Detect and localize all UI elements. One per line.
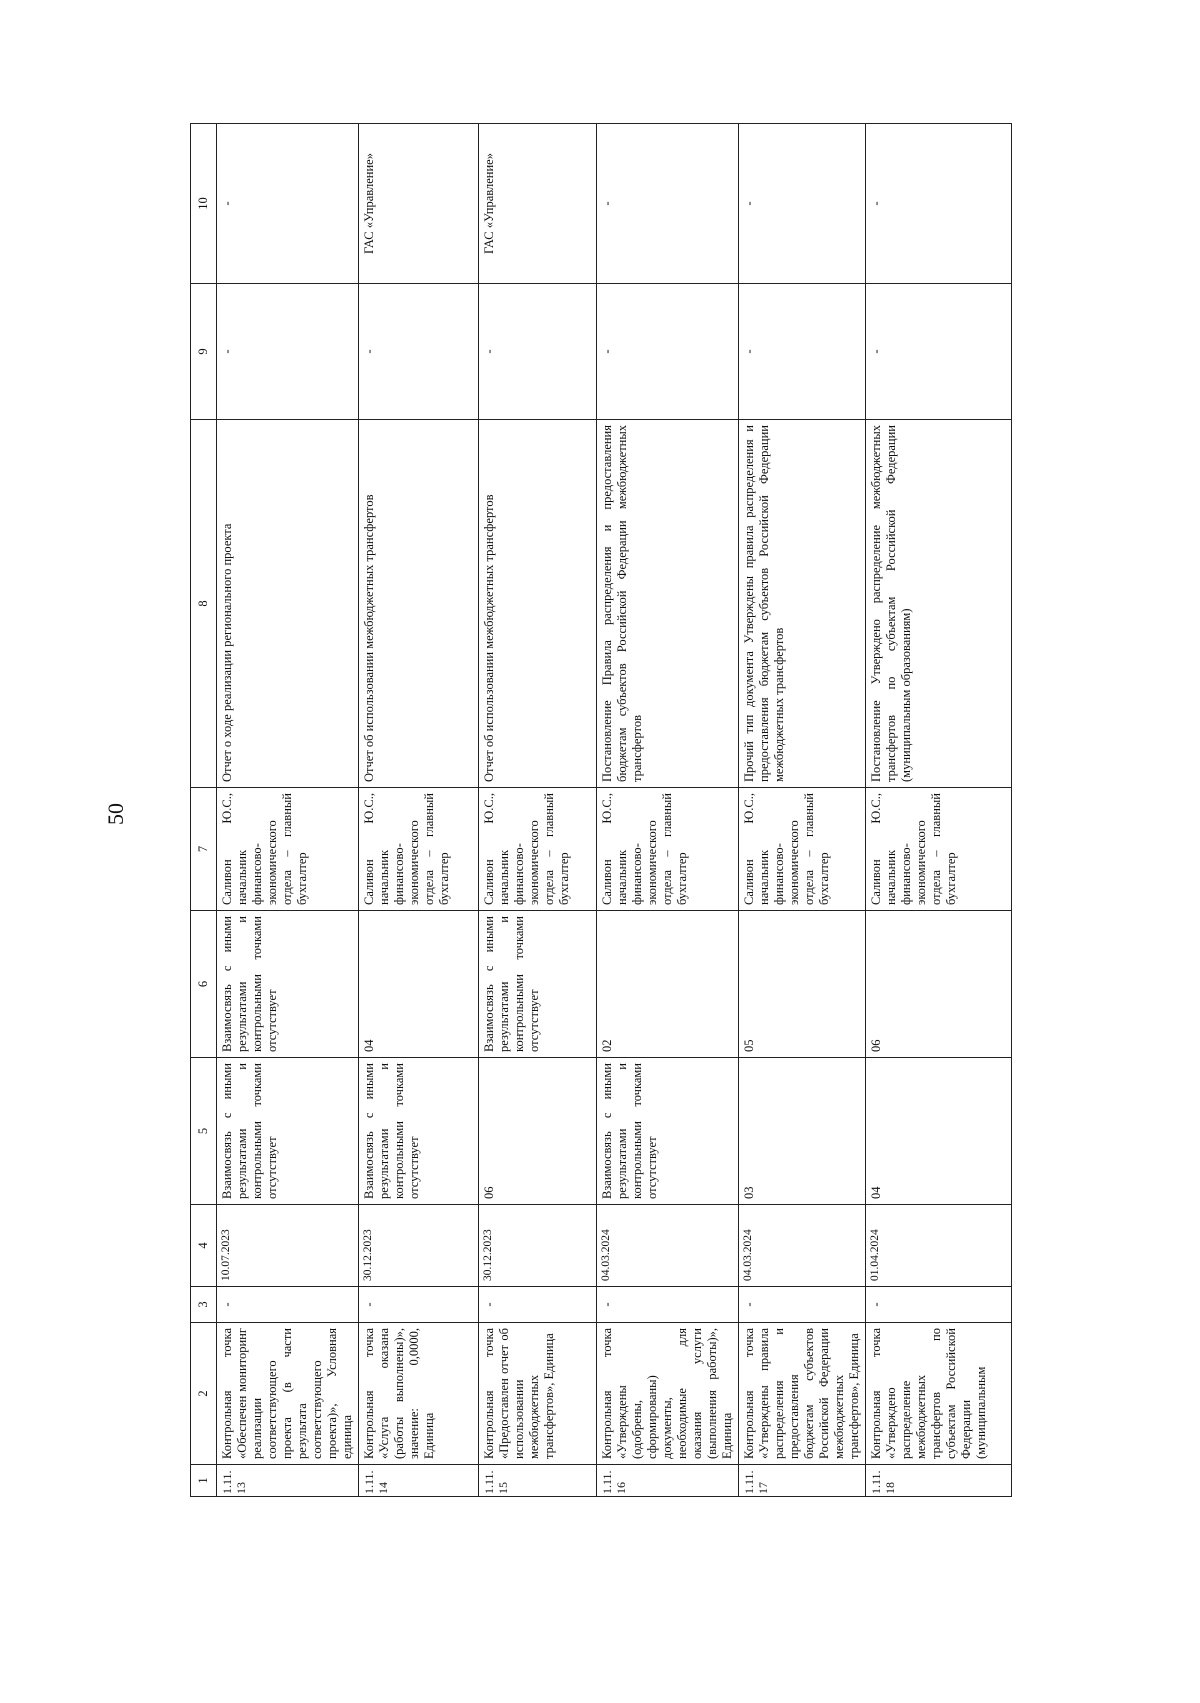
header-cell: 1 [191, 1465, 217, 1497]
row-number: 1.11.18 [866, 1465, 1012, 1497]
control-point-name: Контрольная точка «Обеспечен мониторинг реализации соответствующего проекта (в части результата соответствующего проекта)», Условная единица [217, 1323, 359, 1465]
row-number: 1.11.15 [479, 1465, 597, 1497]
table-cell: - [479, 1287, 597, 1323]
table-cell: 04 [866, 1058, 1012, 1205]
header-cell: 7 [191, 788, 217, 911]
row-number: 1.11.17 [739, 1465, 866, 1497]
header-cell: 2 [191, 1323, 217, 1465]
info-system: - [597, 124, 739, 284]
control-point-name: Контрольная точка «Утверждено распределение межбюджетных трансфертов по субъектам Российской Федерации (муниципальным [866, 1323, 1012, 1465]
info-system: ГАС «Управление» [359, 124, 479, 284]
table-cell: - [479, 284, 597, 420]
table-cell: - [597, 1287, 739, 1323]
table-row [479, 124, 597, 1497]
header-cell: 9 [191, 284, 217, 420]
table-cell: 06 [479, 1058, 597, 1205]
document-type: Отчет о ходе реализации регионального проекта [217, 420, 359, 788]
header-cell: 5 [191, 1058, 217, 1205]
table-cell: 03 [739, 1058, 866, 1205]
date-cell: 30.12.2023 [359, 1205, 479, 1287]
rotated-table-container [190, 124, 1012, 1497]
header-cell: 4 [191, 1205, 217, 1287]
table-cell: - [359, 1287, 479, 1323]
date-cell: 10.07.2023 [217, 1205, 359, 1287]
document-type: Постановление Правила распределения и предоставления бюджетам субъектов Российской Федерации межбюджетных трансфертов [597, 420, 739, 788]
date-cell: 30.12.2023 [479, 1205, 597, 1287]
responsible-person: Саливон Ю.С., начальник финансово-экономического отдела – главный бухгалтер [479, 788, 597, 911]
table-row [217, 124, 359, 1497]
table-cell: - [739, 1287, 866, 1323]
table-row [739, 124, 866, 1497]
header-cell: 6 [191, 911, 217, 1058]
responsible-person: Саливон Ю.С., начальник финансово-экономического отдела – главный бухгалтер [739, 788, 866, 911]
table-cell: - [866, 1287, 1012, 1323]
table-cell: 06 [866, 911, 1012, 1058]
control-point-name: Контрольная точка «Предоставлен отчет об использовании межбюджетных трансфертов», Единица [479, 1323, 597, 1465]
responsible-person: Саливон Ю.С., начальник финансово-экономического отдела – главный бухгалтер [217, 788, 359, 911]
header-cell: 3 [191, 1287, 217, 1323]
row-number: 1.11.14 [359, 1465, 479, 1497]
info-system: ГАС «Управление» [479, 124, 597, 284]
control-points-table [190, 123, 1012, 1497]
date-cell: 04.03.2024 [597, 1205, 739, 1287]
date-cell: 01.04.2024 [866, 1205, 1012, 1287]
document-type: Отчет об использовании межбюджетных трансфертов [359, 420, 479, 788]
document-type: Прочий тип документа Утверждены правила распределения и предоставления бюджетам субъектов Российской Федерации межбюджетных трансфертов [739, 420, 866, 788]
responsible-person: Саливон Ю.С., начальник финансово-экономического отдела – главный бухгалтер [359, 788, 479, 911]
table-cell: - [217, 1287, 359, 1323]
table-row [359, 124, 479, 1497]
table-cell: Взаимосвязь с иными результатами и контрольными точками отсутствует [217, 911, 359, 1058]
row-number: 1.11.16 [597, 1465, 739, 1497]
table-cell: 04 [359, 911, 479, 1058]
info-system: - [866, 124, 1012, 284]
table-cell: Взаимосвязь с иными результатами и контрольными точками отсутствует [217, 1058, 359, 1205]
table-cell: - [597, 284, 739, 420]
table-row [597, 124, 739, 1497]
table-cell: 05 [739, 911, 866, 1058]
table-cell: 02 [597, 911, 739, 1058]
responsible-person: Саливон Ю.С., начальник финансово-экономического отдела – главный бухгалтер [866, 788, 1012, 911]
control-point-name: Контрольная точка «Услуга оказана (работы выполнены)», значение: 0,0000, Единица [359, 1323, 479, 1465]
row-number: 1.11.13 [217, 1465, 359, 1497]
page-number: 50 [103, 803, 128, 825]
table-cell: - [359, 284, 479, 420]
info-system: - [739, 124, 866, 284]
header-cell: 10 [191, 124, 217, 284]
table-header-row [191, 124, 217, 1497]
document-type: Постановление Утверждено распределение межбюджетных трансфертов по субъектам Российской Федерации (муниципальным образованиям) [866, 420, 1012, 788]
control-point-name: Контрольная точка «Утверждены (одобрены, сформированы) документы, необходимые для оказания услуги (выполнения работы)», Единица [597, 1323, 739, 1465]
table-cell: Взаимосвязь с иными результатами и контрольными точками отсутствует [359, 1058, 479, 1205]
table-cell: Взаимосвязь с иными результатами и контрольными точками отсутствует [479, 911, 597, 1058]
responsible-person: Саливон Ю.С., начальник финансово-экономического отдела – главный бухгалтер [597, 788, 739, 911]
control-point-name: Контрольная точка «Утверждены правила распределения и предоставления бюджетам субъектов Российской Федерации межбюджетных трансфертов», Единица [739, 1323, 866, 1465]
table-cell: Взаимосвязь с иными результатами и контрольными точками отсутствует [597, 1058, 739, 1205]
header-cell: 8 [191, 420, 217, 788]
document-type: Отчет об использовании межбюджетных трансфертов [479, 420, 597, 788]
table-cell: - [217, 284, 359, 420]
table-cell: - [739, 284, 866, 420]
table-cell: - [866, 284, 1012, 420]
date-cell: 04.03.2024 [739, 1205, 866, 1287]
table-row [866, 124, 1012, 1497]
info-system: - [217, 124, 359, 284]
